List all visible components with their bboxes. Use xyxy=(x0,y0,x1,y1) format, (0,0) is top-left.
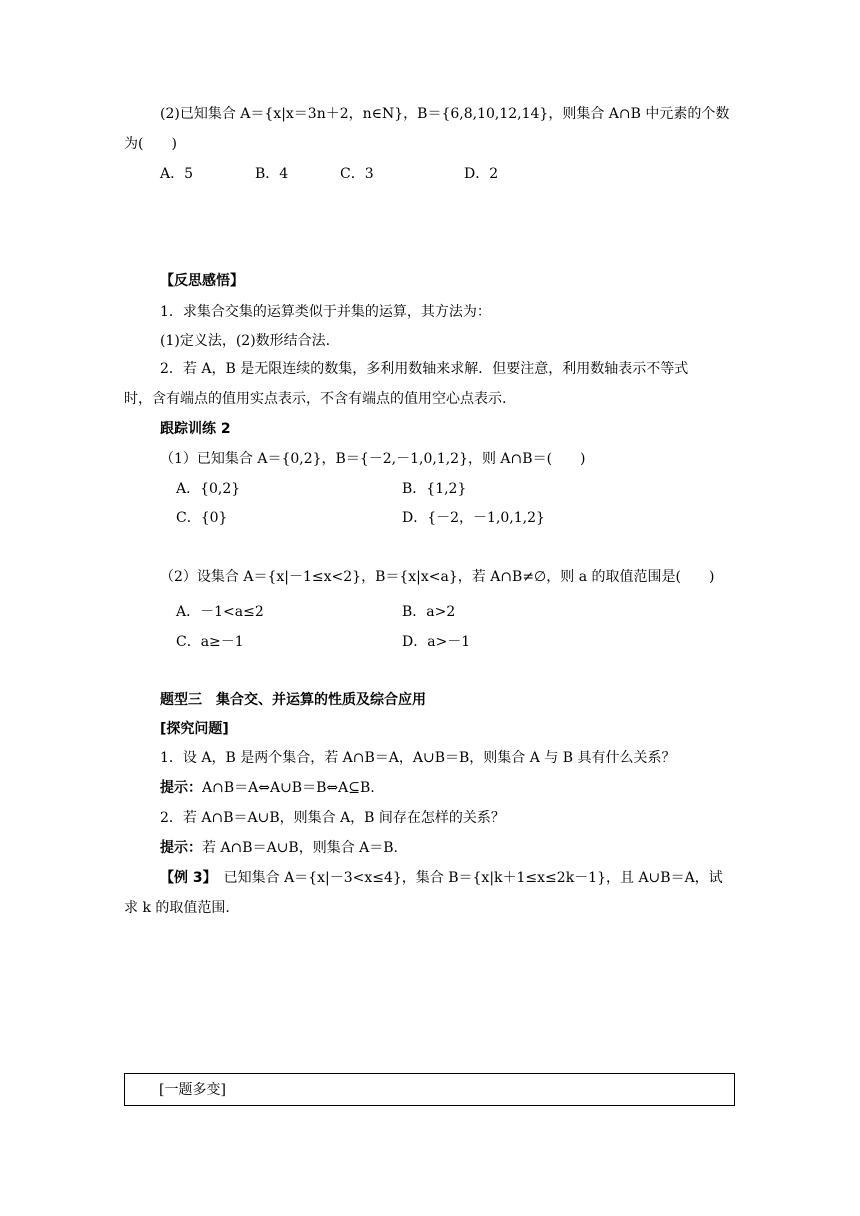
practice-q1-option-a: A．{0,2} xyxy=(176,481,241,497)
practice-q1: （1）已知集合 A＝{0,2}，B＝{－2,－1,0,1,2}，则 A∩B＝( ) xyxy=(160,451,586,467)
q2-option-b: B．4 xyxy=(255,166,289,182)
example3-label: 【例 3】 xyxy=(160,870,210,886)
type3-heading: 题型三 集合交、并运算的性质及综合应用 xyxy=(160,692,426,708)
practice-q1-option-b: B．{1,2} xyxy=(402,481,467,497)
practice-q2-option-b: B．a>2 xyxy=(402,604,456,620)
reflect-p3-line1: 2．若 A，B 是无限连续的数集，多利用数轴来求解．但要注意，利用数轴表示不等式 xyxy=(160,361,689,377)
q2-line2: 为( ) xyxy=(124,136,177,152)
q2-option-a: A．5 xyxy=(160,166,194,182)
practice-q2: （2）设集合 A＝{x|－1≤x<2}，B＝{x|x<a}，若 A∩B≠∅，则 a 的取值范围是( ) xyxy=(160,569,715,585)
practice-q2-option-d: D．a>－1 xyxy=(402,634,471,650)
variant-box xyxy=(124,1073,735,1106)
practice-q1-option-d: D．{－2，－1,0,1,2} xyxy=(402,510,545,526)
practice-q2-option-a: A．－1<a≤2 xyxy=(176,604,264,620)
example3-text: 已知集合 A＝{x|－3<x≤4}，集合 B＝{x|k＋1≤x≤2k－1}，且 A∪B＝A，试 xyxy=(209,870,723,886)
explore-q2: 2．若 A∩B＝A∪B，则集合 A，B 间存在怎样的关系？ xyxy=(160,810,505,826)
reflect-p3-line2: 时，含有端点的值用实点表示，不含有端点的值用空心点表示. xyxy=(124,391,507,407)
hint1-text: A∩B＝A⇔A∪B＝B⇔A⊆B. xyxy=(202,780,375,796)
hint2-text: 若 A∩B＝A∪B，则集合 A＝B. xyxy=(202,840,399,856)
hint-label: 提示： xyxy=(160,840,202,856)
variant-label: [一题多变] xyxy=(159,1082,226,1098)
q2-line1: (2)已知集合 A＝{x|x＝3n＋2，n∈N}，B＝{6,8,10,12,14}，则集合 A∩B 中元素的个数 xyxy=(160,106,730,122)
practice-q1-option-c: C．{0} xyxy=(176,510,228,526)
explore-hint2 xyxy=(160,838,398,858)
q2-option-c: C．3 xyxy=(340,166,374,182)
reflect-p2: (1)定义法，(2)数形结合法. xyxy=(160,333,331,349)
explore-hint1 xyxy=(160,778,375,798)
hint-label: 提示： xyxy=(160,780,202,796)
example3-line1 xyxy=(160,868,723,888)
explore-q1: 1．设 A，B 是两个集合，若 A∩B＝A，A∪B＝B，则集合 A 与 B 具有什么关系？ xyxy=(160,750,676,766)
reflect-heading: 【反思感悟】 xyxy=(160,273,244,289)
example3-line2: 求 k 的取值范围. xyxy=(124,900,230,916)
practice-q2-option-c: C．a≥－1 xyxy=(176,634,244,650)
q2-option-d: D．2 xyxy=(464,166,499,182)
practice-heading: 跟踪训练 2 xyxy=(160,421,231,437)
explore-heading: [探究问题] xyxy=(160,721,229,737)
reflect-p1: 1．求集合交集的运算类似于并集的运算，其方法为： xyxy=(160,304,491,320)
